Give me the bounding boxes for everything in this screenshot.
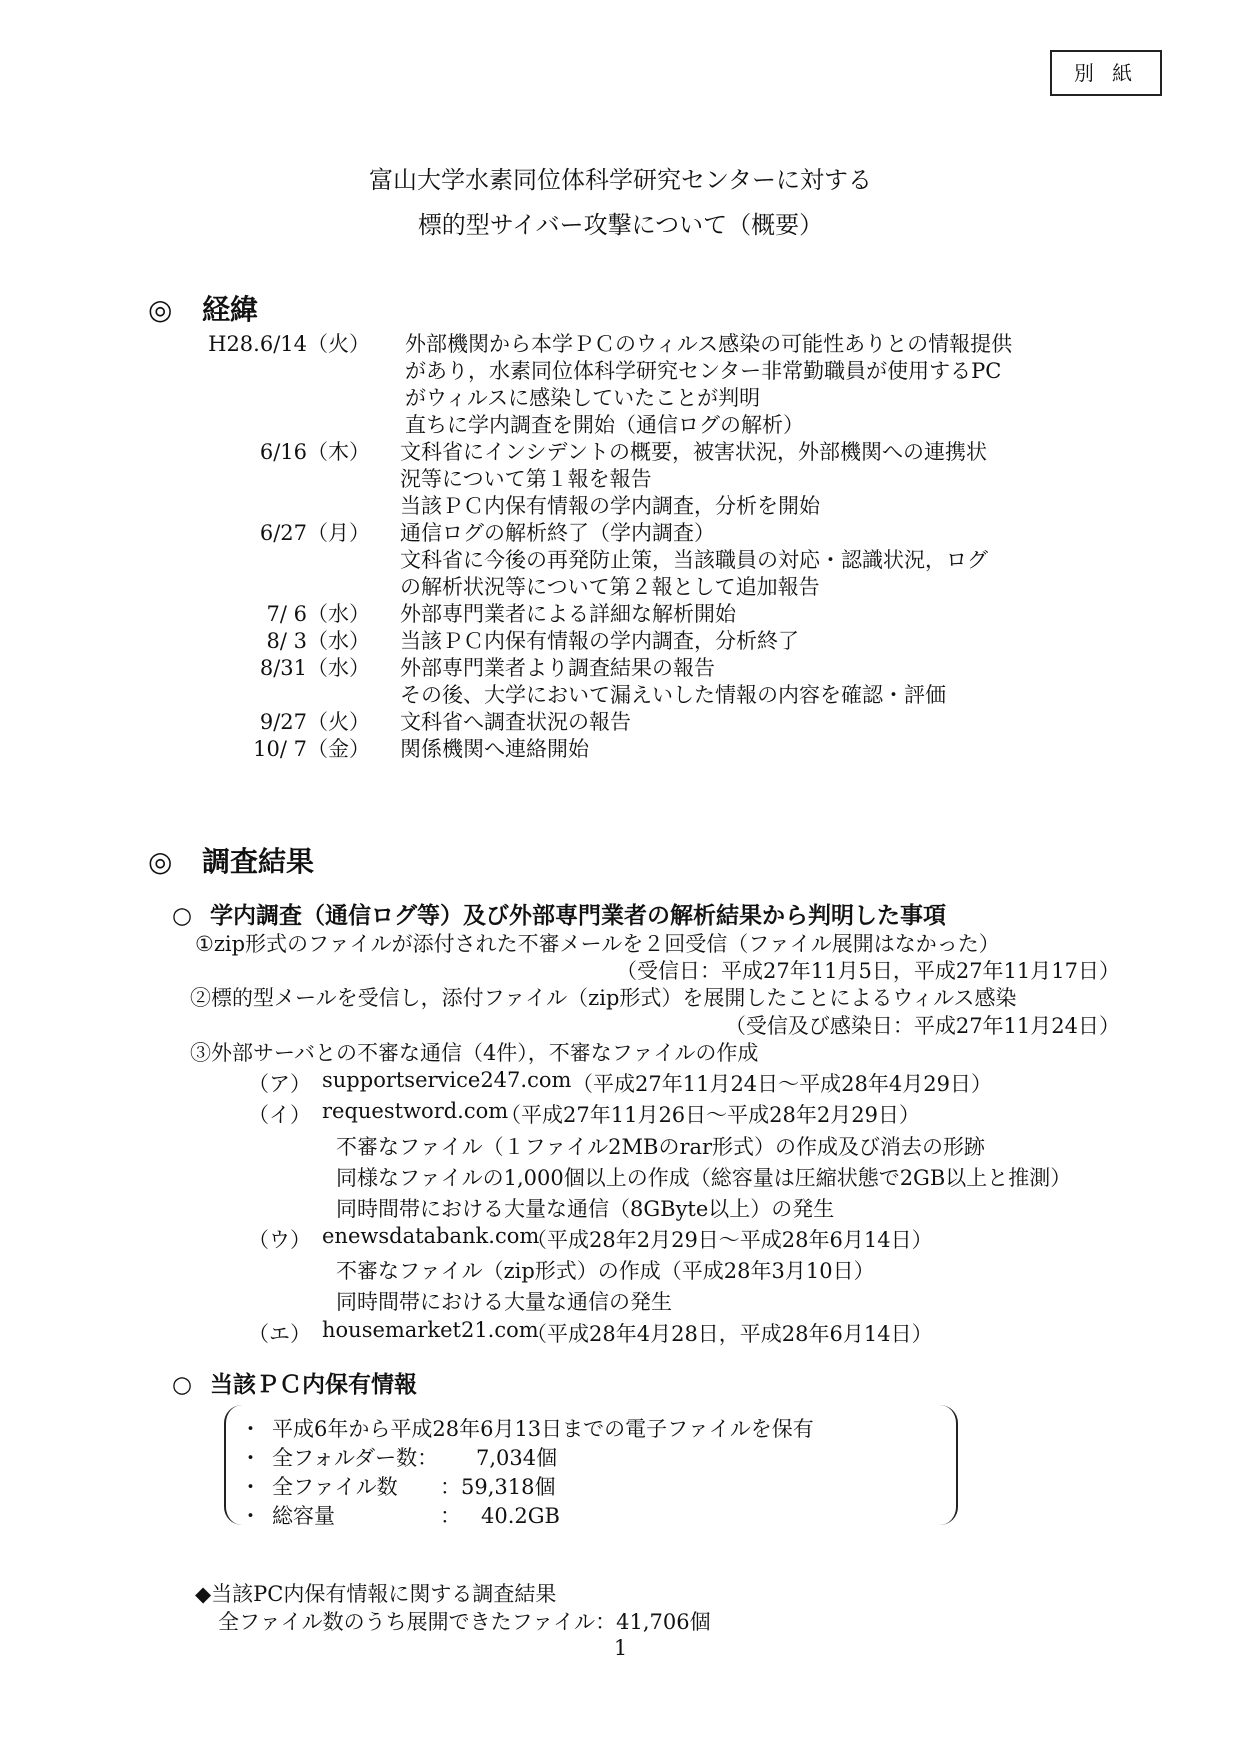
timeline-text: 文科省にインシデントの概要，被害状況，外部機関への連携状 — [400, 440, 988, 464]
page-number: 1 — [613, 1636, 628, 1660]
timeline-text: がウィルスに感染していたことが判明 — [405, 386, 761, 410]
section1-heading — [172, 897, 946, 930]
server-period: （平成28年4月28日，平成28年6月14日） — [526, 1322, 933, 1346]
circle-icon: ○ — [172, 1372, 193, 1398]
holding-info-value: 7,034個 — [476, 1446, 558, 1470]
timeline-date: H28.6/14（火） — [208, 332, 370, 356]
server-period: （平成28年2月29日～平成28年6月14日） — [526, 1228, 933, 1252]
timeline-text: 直ちに学内調査を開始（通信ログの解析） — [405, 413, 804, 437]
section2-heading-text: 当該ＰＣ内保有情報 — [210, 1372, 417, 1398]
section2-heading — [172, 1366, 417, 1399]
timeline-text: 外部機関から本学ＰＣのウィルス感染の可能性ありとの情報提供 — [405, 332, 1013, 356]
results-heading — [148, 840, 314, 880]
finding-item-1: ①zip形式のファイルが添付された不審メールを２回受信（ファイル展開はなかった） — [195, 932, 1000, 956]
server-period: （平成27年11月26日～平成28年2月29日） — [500, 1103, 920, 1127]
background-heading — [148, 288, 258, 328]
bullet-icon: ・ — [240, 1475, 261, 1499]
results-heading-text: 調査結果 — [202, 845, 315, 878]
server-detail: 同時間帯における大量な通信の発生 — [336, 1290, 672, 1314]
server-detail: 不審なファイル（zip形式）の作成（平成28年3月10日） — [336, 1259, 875, 1283]
timeline-text: 当該ＰＣ内保有情報の学内調査，分析終了 — [400, 629, 799, 653]
background-heading-text: 経緯 — [202, 293, 259, 326]
holding-info-value: ：59,318個 — [440, 1475, 556, 1499]
timeline-text: 当該ＰＣ内保有情報の学内調査，分析を開始 — [400, 494, 820, 518]
holding-info-label: 全フォルダー数： — [272, 1446, 439, 1470]
finding-item-2: ②標的型メールを受信し，添付ファイル（zip形式）を展開したことによるウィルス感染 — [190, 986, 1017, 1010]
finding-item-1-note: （受信日：平成27年11月5日，平成27年11月17日） — [616, 959, 1120, 983]
server-detail: 同時間帯における大量な通信（8GByte以上）の発生 — [336, 1197, 835, 1221]
server-label: （イ） — [248, 1103, 311, 1127]
timeline-text: があり，水素同位体科学研究センター非常勤職員が使用するPC — [405, 359, 1002, 383]
server-domain: requestword.com — [322, 1099, 509, 1123]
double-circle-icon: ◎ — [148, 845, 173, 878]
investigation-result-line: 全ファイル数のうち展開できたファイル：41,706個 — [218, 1610, 711, 1634]
timeline-date: 7/ 6（水） — [266, 602, 370, 626]
server-period: （平成27年11月24日～平成28年4月29日） — [572, 1072, 992, 1096]
timeline-text: 通信ログの解析終了（学内調査） — [400, 521, 715, 545]
server-detail: 不審なファイル（１ファイル2MBのrar形式）の作成及び消去の形跡 — [336, 1135, 986, 1159]
timeline-text: の解析状況等について第２報として追加報告 — [400, 575, 820, 599]
holding-info-label: 総容量 — [272, 1504, 335, 1528]
circle-icon: ○ — [172, 903, 193, 929]
server-detail: 同様なファイルの1,000個以上の作成（総容量は圧縮状態で2GB以上と推測） — [336, 1166, 1072, 1190]
holding-info-label: 全ファイル数 — [272, 1475, 398, 1499]
holding-info-label: 平成6年から平成28年6月13日までの電子ファイルを保有 — [272, 1417, 814, 1441]
server-label: （ウ） — [248, 1228, 311, 1252]
timeline-text: 関係機関へ連絡開始 — [400, 737, 589, 761]
double-circle-icon: ◎ — [148, 293, 173, 326]
finding-item-2-note: （受信及び感染日：平成27年11月24日） — [724, 1014, 1120, 1038]
section1-heading-text: 学内調査（通信ログ等）及び外部専門業者の解析結果から判明した事項 — [210, 903, 946, 929]
server-domain: supportservice247.com — [322, 1068, 572, 1092]
title-line-1: 富山大学水素同位体科学研究センターに対する — [368, 166, 873, 194]
title-line-2: 標的型サイバー攻撃について（概要） — [417, 211, 824, 239]
timeline-text: 文科省へ調査状況の報告 — [400, 710, 631, 734]
timeline-date: 6/27（月） — [259, 521, 370, 545]
server-domain: enewsdatabank.com — [322, 1224, 540, 1248]
bullet-icon: ・ — [240, 1446, 261, 1470]
server-domain: housemarket21.com — [322, 1318, 539, 1342]
server-label: （エ） — [248, 1322, 311, 1346]
holding-info-value: ： 40.2GB — [440, 1504, 560, 1528]
timeline-date: 8/ 3（水） — [266, 629, 370, 653]
timeline-date: 8/31（水） — [259, 656, 370, 680]
timeline-text: 外部専門業者による詳細な解析開始 — [400, 602, 736, 626]
investigation-result-heading: ◆当該PC内保有情報に関する調査結果 — [195, 1582, 557, 1606]
timeline-date: 10/ 7（金） — [253, 737, 370, 761]
attachment-label: 別 紙 — [1050, 50, 1162, 96]
timeline-date: 9/27（火） — [259, 710, 370, 734]
timeline-text: 況等について第１報を報告 — [400, 467, 652, 491]
timeline-date: 6/16（木） — [259, 440, 370, 464]
finding-item-3: ③外部サーバとの不審な通信（4件），不審なファイルの作成 — [190, 1041, 759, 1065]
server-label: （ア） — [248, 1072, 311, 1096]
timeline-text: 文科省に今後の再発防止策，当該職員の対応・認識状況，ログ — [400, 548, 988, 572]
bullet-icon: ・ — [240, 1417, 261, 1441]
timeline-text: その後、大学において漏えいした情報の内容を確認・評価 — [400, 683, 946, 707]
timeline-text: 外部専門業者より調査結果の報告 — [400, 656, 715, 680]
bullet-icon: ・ — [240, 1504, 261, 1528]
